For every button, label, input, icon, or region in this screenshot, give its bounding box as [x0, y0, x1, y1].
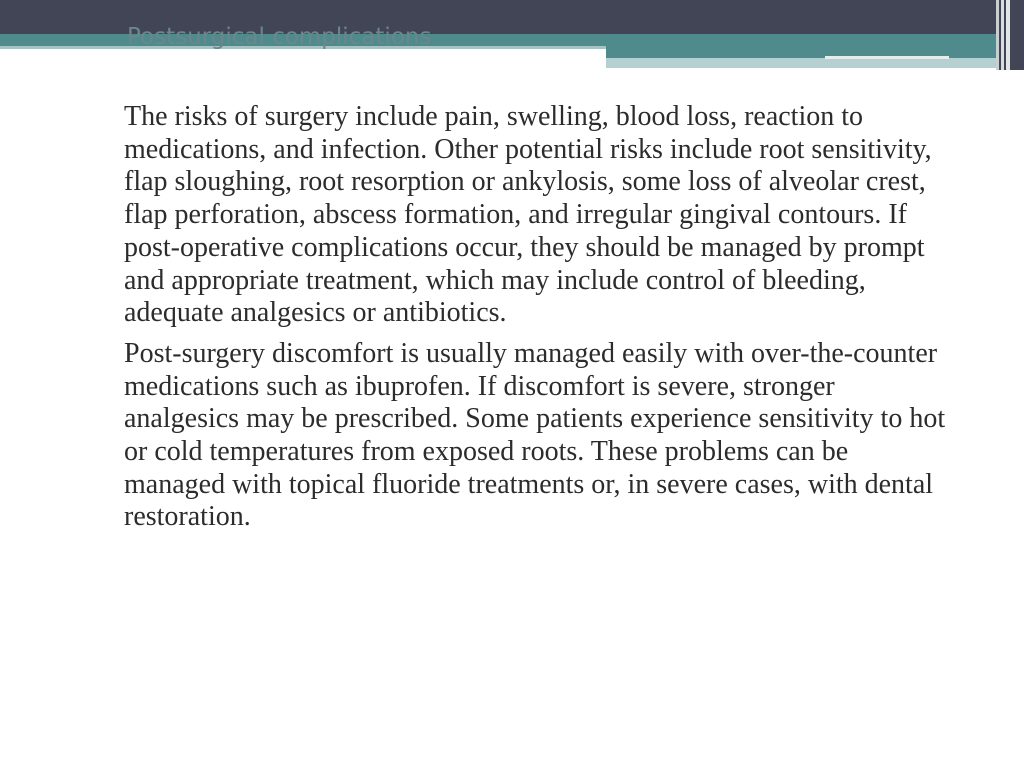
header-corner-stripes	[996, 0, 1024, 70]
paragraph-discomfort: Post-surgery discomfort is usually managed easily with over-the-counter medications such as ibuprofen. If discomfort is severe, stronger analgesics may be prescribed. Some patients experience sensitivity to hot or cold temperatures from exposed roots. These problems can be managed with topical fluoride treatments or, in severe cases, with dental restoration.	[124, 337, 946, 533]
header-accent-line	[825, 56, 949, 59]
paragraph-risks: The risks of surgery include pain, swelling, blood loss, reaction to medications, and infection. Other potential risks include root sensitivity, flap sloughing, root resorption or ankylosis, some loss of alveolar crest, flap perforation, abscess formation, and irregular gingival contours. If post-operative complications occur, they should be managed by prompt and appropriate treatment, which may include control of bleeding, adequate analgesics or antibiotics.	[124, 101, 932, 329]
slide-title: Postsurgical complications	[127, 24, 432, 50]
stripe	[1012, 0, 1024, 70]
header-accent-block-light	[606, 58, 1000, 68]
slide-body	[124, 101, 954, 542]
